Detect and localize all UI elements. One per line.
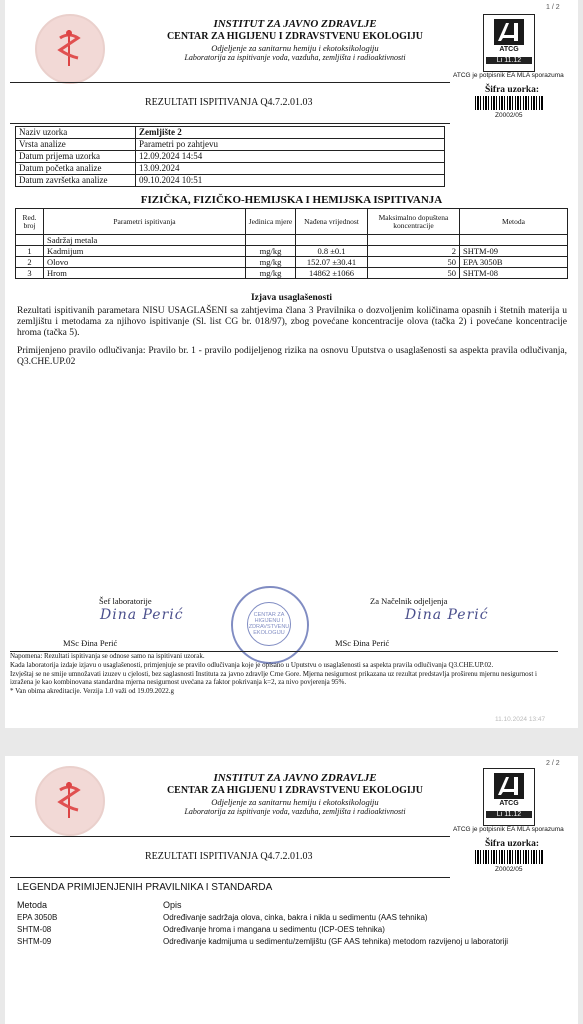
- info-value: Parametri po zahtjevu: [136, 139, 445, 151]
- note-line-3: Izvještaj se ne smije umnožavati izuzev u cjelosti, bez saglasnosti Instituta za javno zdravlje Crne Gore. Mjerna nesigurnost prikazana uz rezultat predstavlja proširenu mjernu nesigurnost i izražena je kao kombinovana standardna mjerna nesigurnost uvećana za faktor pokrivanja k=2, za nivo povjerenja 95%.: [10, 669, 537, 687]
- legend-row: [15, 911, 555, 923]
- col-header-max: Maksimalno dopuštena koncentracije: [368, 209, 460, 235]
- legend-table: [15, 899, 555, 947]
- info-row: [16, 139, 445, 151]
- right-signer-title: Za Načelnik odjeljenja: [370, 596, 448, 606]
- sample-code: Z0002/05: [495, 866, 523, 873]
- atcg-id: Li 11.12: [486, 57, 532, 64]
- center-name: CENTAR ZA HIGIJENU I ZDRAVSTVENU EKOLOGIJU: [166, 785, 424, 797]
- info-row: [16, 163, 445, 175]
- print-date: 11.10.2024 13:47: [495, 716, 546, 723]
- info-row: [16, 175, 445, 187]
- laboratory-name: Laboratorija za ispitivanje voda, vazduha, zemljišta i radioaktivnosti: [184, 807, 406, 817]
- info-label: Datum početka analize: [16, 163, 136, 175]
- atcg-logo-icon: [494, 19, 524, 45]
- report-title: REZULTATI ISPITIVANJA Q4.7.2.01.03: [145, 97, 313, 108]
- result-value: 14862 ±1066: [296, 268, 368, 279]
- atcg-mark-text: ATCG: [499, 800, 519, 807]
- group-label: Sadržaj metala: [44, 235, 246, 246]
- page-number: 2 / 2: [546, 760, 560, 767]
- col-header-unit: Jedinica mjere: [246, 209, 296, 235]
- legend-header-method: Metoda: [17, 900, 48, 910]
- result-no: 3: [16, 268, 44, 279]
- department-name: Odjeljenje za sanitarnu hemiju i ekotoksikologiju: [211, 797, 379, 808]
- result-unit: mg/kg: [246, 246, 296, 257]
- atcg-mark-text: ATCG: [499, 46, 519, 53]
- page-number: 1 / 2: [546, 4, 560, 11]
- result-max: 50: [368, 268, 460, 279]
- info-label: Naziv uzorka: [16, 127, 136, 139]
- result-row: [16, 246, 568, 257]
- sample-code: Z0002/05: [495, 112, 523, 119]
- info-row: [16, 127, 445, 139]
- legend-title: LEGENDA PRIMIJENJENIH PRAVILNIKA I STANDARDA: [17, 882, 273, 893]
- stamp-text: CENTAR ZA HIGIJENU I ZDRAVSTVENU EKOLOGIJU: [248, 612, 290, 637]
- institute-name: INSTITUT ZA JAVNO ZDRAVLJE: [213, 772, 377, 784]
- legend-header-desc: Opis: [163, 900, 182, 910]
- legend-desc: Određivanje hroma i mangana u sedimentu (ICP-OES tehnika): [163, 924, 385, 934]
- accreditation-mark: [483, 14, 535, 72]
- info-row: [16, 151, 445, 163]
- caduceus-icon: [50, 28, 88, 68]
- result-no: 1: [16, 246, 44, 257]
- result-unit: mg/kg: [246, 257, 296, 268]
- results-table: [15, 208, 568, 279]
- legend-desc: Određivanje sadržaja olova, cinka, bakra i nikla u sedimentu (AAS tehnika): [163, 912, 428, 922]
- atcg-note: ATCG je potpisnik EA MLA sporazuma: [453, 72, 564, 79]
- barcode: [475, 96, 543, 110]
- notes-block: [10, 652, 558, 696]
- info-value: Zemljište 2: [136, 127, 445, 139]
- legend-method: SHTM-09: [17, 936, 52, 946]
- letterhead: [125, 18, 465, 63]
- decision-rule: Primijenjeno pravilo odlučivanja: Pravilo br. 1 - pravilo podijeljenog rizika na osnovu Uputstva o usaglašenosti sa aspekta pravila odlučivanja, Q3.CHE.UP.02: [17, 346, 567, 368]
- legend-row: [15, 923, 555, 935]
- info-value: 12.09.2024 14:54: [136, 151, 445, 163]
- result-max: 2: [368, 246, 460, 257]
- institute-name: INSTITUT ZA JAVNO ZDRAVLJE: [213, 18, 377, 30]
- note-line-4: * Van obima akreditacije. Verzija 1.0 važi od 19.09.2022.g: [10, 687, 175, 695]
- right-signature: Dina Perić: [405, 607, 489, 623]
- atcg-id: Li 11.12: [486, 811, 532, 818]
- letterhead: [125, 772, 465, 817]
- legend-desc: Određivanje kadmijuma u sedimentu/zemljištu (GF AAS tehnika) metodom razvijenoj u laboratoriji: [163, 936, 509, 946]
- left-signer-name: MSc Đina Perić: [63, 638, 118, 648]
- result-max: 50: [368, 257, 460, 268]
- atcg-logo-icon: [494, 773, 524, 799]
- institute-logo: [35, 14, 105, 84]
- laboratory-name: Laboratorija za ispitivanje voda, vazduha, zemljišta i radioaktivnosti: [184, 53, 406, 63]
- report-title: REZULTATI ISPITIVANJA Q4.7.2.01.03: [145, 851, 313, 862]
- legend-method: EPA 3050B: [17, 912, 58, 922]
- result-row: [16, 268, 568, 279]
- sample-code-label: Šifra uzorka:: [485, 85, 540, 95]
- col-header-no: Red. broj: [16, 209, 44, 235]
- accreditation-mark: [483, 768, 535, 826]
- info-value: 13.09.2024: [136, 163, 445, 175]
- note-line-1: Napomena: Rezultati ispitivanja se odnose samo na ispitivani uzorak.: [10, 652, 205, 660]
- result-row: [16, 257, 568, 268]
- info-label: Datum završetka analize: [16, 175, 136, 187]
- atcg-note: ATCG je potpisnik EA MLA sporazuma: [453, 826, 564, 833]
- department-name: Odjeljenje za sanitarnu hemiju i ekotoksikologiju: [211, 43, 379, 54]
- right-signer-name: MSc Đina Perić: [335, 638, 390, 648]
- col-header-param: Parametri ispitivanja: [44, 209, 246, 235]
- result-value: 0.8 ±0.1: [296, 246, 368, 257]
- result-no: 2: [16, 257, 44, 268]
- col-header-method: Metoda: [460, 209, 568, 235]
- result-unit: mg/kg: [246, 268, 296, 279]
- info-label: Vrsta analize: [16, 139, 136, 151]
- legend-method: SHTM-08: [17, 924, 52, 934]
- info-label: Datum prijema uzorka: [16, 151, 136, 163]
- caduceus-icon: [50, 780, 88, 820]
- legend-row: [15, 935, 555, 947]
- sample-code-label: Šifra uzorka:: [485, 839, 540, 849]
- center-name: CENTAR ZA HIGIJENU I ZDRAVSTVENU EKOLOGIJU: [166, 31, 424, 43]
- result-param: Hrom: [44, 268, 246, 279]
- note-line-2: Kada laboratorija izdaje izjavu o usaglašenosti, primjenjuje se pravilo odlučivanja koje je opisano u Uputstvu o usaglašenosti sa aspekta pravila odlučivanja Q3.CHE.UP.02.: [10, 660, 494, 669]
- report-page-2: [5, 756, 578, 1024]
- compliance-statement: Rezultati ispitivanih parametara NISU USAGLAŠENI sa zahtjevima člana 3 Pravilnika o dozvoljenim količinama opasnih i štetnih materija u zemljištu i metodama za njihovo ispitivanje (Sl. list CG br. 018/97), zbog povećane koncentracije olova (tačka 2) i povećane koncentracije hroma (tačka 5).: [17, 306, 567, 339]
- info-value: 09.10.2024 10:51: [136, 175, 445, 187]
- left-signature: Dina Perić: [100, 607, 184, 623]
- result-param: Kadmijum: [44, 246, 246, 257]
- report-page-1: [5, 0, 578, 728]
- col-header-value: Nađena vrijednost: [296, 209, 368, 235]
- result-method: SHTM-09: [460, 246, 568, 257]
- left-signer-title: Šef laboratorije: [99, 596, 152, 606]
- sample-info-table: [15, 126, 445, 187]
- barcode: [475, 850, 543, 864]
- result-value: 152.07 ±30.41: [296, 257, 368, 268]
- compliance-title: Izjava usaglašenosti: [250, 293, 333, 303]
- result-method: SHTM-08: [460, 268, 568, 279]
- institute-logo: [35, 766, 105, 836]
- section-title: FIZIČKA, FIZIČKO-HEMIJSKA I HEMIJSKA ISPITIVANJA: [140, 194, 443, 206]
- result-param: Olovo: [44, 257, 246, 268]
- result-method: EPA 3050B: [460, 257, 568, 268]
